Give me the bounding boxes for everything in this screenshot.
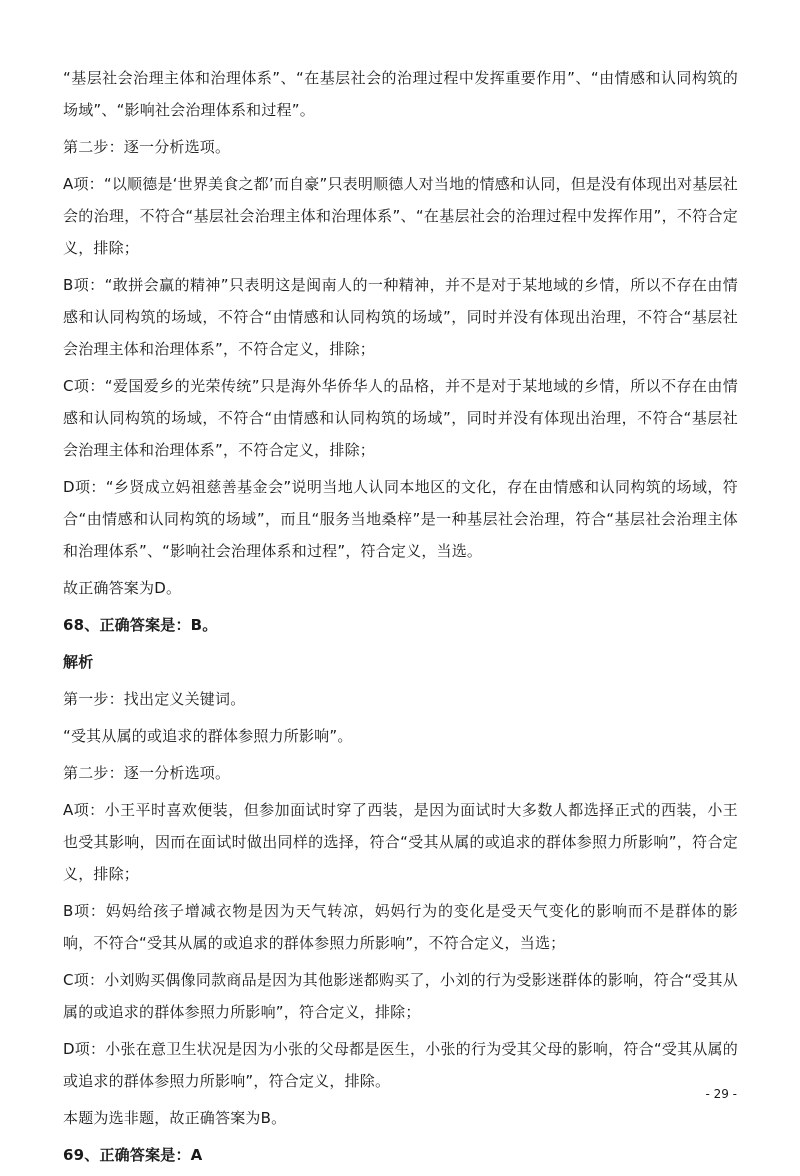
paragraph-68-option-b: B项：妈妈给孩子增减衣物是因为天气转凉，妈妈行为的变化是受天气变化的影响而不是群体的影响，不符合“受其从属的或追求的群体参照力所影响”，不符合定义，当选； — [63, 902, 738, 952]
paragraph-keyword: “受其从属的或追求的群体参照力所影响”。 — [63, 727, 353, 745]
paragraph-option-d: D项：“乡贤成立妈祖慈善基金会”说明当地人认同本地区的文化，存在由情感和认同构筑的场域，符合“由情感和认同构筑的场域”，而且“服务当地桑梓”是一种基层社会治理，符合“基层社会治理主体和治理体系”、“影响社会治理体系和过程”，符合定义，当选。 — [63, 478, 738, 560]
paragraph-step2: 第二步：逐一分析选项。 — [63, 138, 231, 156]
answer-heading-69: 69、正确答案是：A — [63, 1146, 203, 1164]
analysis-heading: 解析 — [63, 653, 94, 671]
paragraph-option-c: C项：“爱国爱乡的光荣传统”只是海外华侨华人的品格，并不是对于某地域的乡情，所以不存在由情感和认同构筑的场域，不符合“由情感和认同构筑的场域”，同时并没有体现出治理，不符合“基层社会治理主体和治理体系”，不符合定义，排除； — [63, 377, 738, 459]
paragraph-68-option-a: A项：小王平时喜欢便装，但参加面试时穿了西装，是因为面试时大多数人都选择正式的西装，小王也受其影响，因而在面试时做出同样的选择，符合“受其从属的或追求的群体参照力所影响”，符合定义，排除； — [63, 801, 738, 883]
page-number: - 29 - — [705, 1087, 737, 1101]
paragraph-option-a: A项：“以顺德是‘世界美食之都’而自豪”只表明顺德人对当地的情感和认同，但是没有体现出对基层社会的治理，不符合“基层社会治理主体和治理体系”、“在基层社会的治理过程中发挥作用”，不符合定义，排除； — [63, 175, 738, 257]
paragraph-conclusion: 故正确答案为D。 — [63, 579, 182, 597]
paragraph-keywords-cont: “基层社会治理主体和治理体系”、“在基层社会的治理过程中发挥重要作用”、“由情感和认同构筑的场域”、“影响社会治理体系和过程”。 — [63, 69, 738, 119]
paragraph-step2-b: 第二步：逐一分析选项。 — [63, 764, 231, 782]
document-page — [63, 62, 738, 1176]
paragraph-step1: 第一步：找出定义关键词。 — [63, 690, 246, 708]
answer-heading-68: 68、正确答案是：B。 — [63, 616, 218, 634]
paragraph-68-option-d: D项：小张在意卫生状况是因为小张的父母都是医生，小张的行为受其父母的影响，符合“受其从属的或追求的群体参照力所影响”，符合定义，排除。 — [63, 1040, 738, 1090]
paragraph-68-conclusion: 本题为选非题，故正确答案为B。 — [63, 1109, 287, 1127]
paragraph-option-b: B项：“敢拼会赢的精神”只表明这是闽南人的一种精神，并不是对于某地域的乡情，所以不存在由情感和认同构筑的场域，不符合“由情感和认同构筑的场域”，同时并没有体现出治理，不符合“基层社会治理主体和治理体系”，不符合定义，排除； — [63, 276, 738, 358]
paragraph-68-option-c: C项：小刘购买偶像同款商品是因为其他影迷都购买了，小刘的行为受影迷群体的影响，符合“受其从属的或追求的群体参照力所影响”，符合定义，排除； — [63, 971, 738, 1021]
